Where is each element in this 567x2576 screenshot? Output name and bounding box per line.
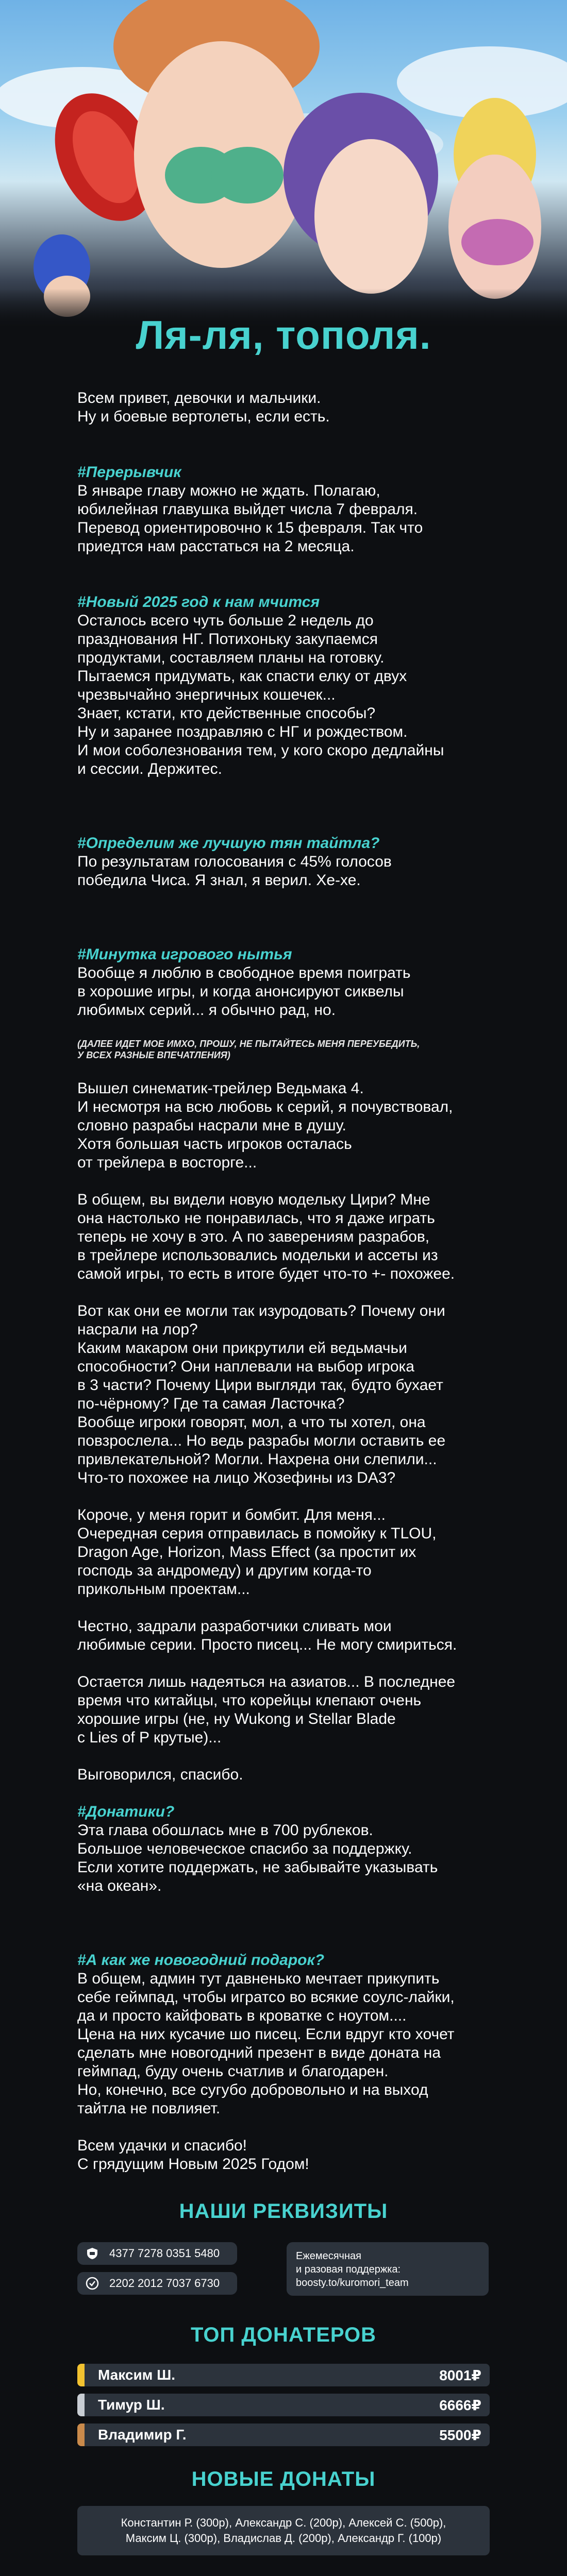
section-hashtag: #Определим же лучшую тян тайтла? <box>77 835 380 852</box>
card-number-text: 4377 7278 0351 5480 <box>109 2247 220 2260</box>
text-line: словно разрабы насрали мне в душу. <box>77 1117 346 1134</box>
boosty-line: и разовая поддержка: <box>296 2264 401 2275</box>
donor-amount: 8001₽ <box>439 2367 481 2383</box>
hero-artwork <box>0 0 567 330</box>
text-line: продуктами, составляем планы на готовку. <box>77 649 385 666</box>
text-line: теперь не хочу в это. А по заверениям разрабов, <box>77 1228 430 1245</box>
text-line: геймпад, буду очень счатлив и благодарен. <box>77 2063 389 2080</box>
text-line: да и просто кайфовать в кроватке с ноутом.... <box>77 2007 407 2024</box>
text-line: от трейлера в восторге... <box>77 1154 257 1171</box>
text-line: в трейлере использовались модельки и ассеты из <box>77 1247 438 1264</box>
text-line: победила Чиса. Я знал, я верил. Хе-хе. <box>77 872 361 889</box>
text-line: приедтся нам расстаться на 2 месяца. <box>77 538 355 555</box>
text-line: Ну и заранее поздравляю с НГ и рождеством. <box>77 723 408 740</box>
text-line: Вот как они ее могли так изуродовать? Почему они <box>77 1302 445 1319</box>
disclaimer-note: (ДАЛЕЕ ИДЕТ МОЕ ИМХО, ПРОШУ, НЕ ПЫТАЙТЕСЬ МЕНЯ ПЕРЕУБЕДИТЬ, <box>77 1039 420 1049</box>
disclaimer-note: У ВСЕХ РАЗНЫЕ ВПЕЧАТЛЕНИЯ) <box>77 1050 230 1060</box>
text-line: хорошие игры (не, ну Wukong и Stellar Blade <box>77 1710 396 1727</box>
card-number-1[interactable] <box>77 2242 237 2265</box>
text-line: Но, конечно, все сугубо добровольно и на выход <box>77 2081 428 2098</box>
gold-rank-stripe <box>77 2364 85 2386</box>
text-line: Вообще я люблю в свободное время поиграть <box>77 964 411 981</box>
donor-name: Владимир Г. <box>98 2427 187 2443</box>
text-line: Вышел синематик-трейлер Ведьмака 4. <box>77 1080 364 1097</box>
donor-amount: 6666₽ <box>439 2397 481 2413</box>
text-line: способности? Они наплевали на выбор игрока <box>77 1358 414 1375</box>
donor-name: Тимур Ш. <box>98 2397 165 2413</box>
text-line: себе геймпад, чтобы игратсо во всякие соулс-лайки, <box>77 1989 455 2006</box>
boosty-url: boosty.to/kuromori_team <box>296 2277 409 2289</box>
boosty-link[interactable] <box>287 2242 489 2296</box>
text-line: Очередная серия отправилась в помойку к TLOU, <box>77 1525 437 1542</box>
text-line: в 3 части? Почему Цири выгляди так, будто бухает <box>77 1377 443 1394</box>
text-line: «на океан». <box>77 1877 162 1894</box>
card-number-2[interactable] <box>77 2272 237 2295</box>
text-line: Dragon Age, Horizon, Mass Effect (за простит их <box>77 1544 416 1561</box>
text-line: Всем удачки и спасибо! <box>77 2137 247 2154</box>
text-line: привлекательной? Могли. Нахрена они слепили... <box>77 1451 437 1468</box>
hero-illustration <box>0 0 567 330</box>
text-line: господь за андромеду) и другим когда-то <box>77 1562 372 1579</box>
new-donations-list <box>77 2506 490 2555</box>
donor-name: Максим Ш. <box>98 2367 176 2383</box>
text-line: по-чёрному? Где та самая Ласточка? <box>77 1395 345 1412</box>
text-line: самой игры, то есть в итоге будет что-то +- похожее. <box>77 1265 455 1282</box>
donor-amount: 5500₽ <box>439 2427 481 2443</box>
text-line: повзрослела... Но ведь разрабы могли оставить ее <box>77 1432 446 1449</box>
text-line: Хотя большая часть игроков осталась <box>77 1136 352 1153</box>
text-line: Знает, кстати, кто действенные способы? <box>77 705 376 722</box>
section-hashtag: #Новый 2025 год к нам мчится <box>77 594 320 611</box>
intro-line: Ну и боевые вертолеты, если есть. <box>77 408 330 425</box>
text-line: прикольным проектам... <box>77 1581 250 1598</box>
text-line: Пытаемся придумать, как спасти елку от двух <box>77 668 407 685</box>
text-line: Честно, задрали разработчики сливать мои <box>77 1618 392 1635</box>
text-line: Что-то похожее на лицо Жозефины из DA3? <box>77 1469 396 1486</box>
text-line: тайтла не повлияет. <box>77 2100 221 2117</box>
page-title: Ля-ля, тополя. <box>136 312 431 358</box>
card-number-text: 2202 2012 7037 6730 <box>109 2277 220 2290</box>
text-line: и сессии. Держитес. <box>77 760 222 777</box>
text-line: И мои соболезнования тем, у кого скоро дедлайны <box>77 742 444 759</box>
text-line: Осталось всего чуть больше 2 недель до <box>77 612 374 629</box>
section-hashtag: #Донатики? <box>77 1803 175 1820</box>
donations-line: Максим Ц. (300р), Владислав Д. (200р), Александр Г. (100р) <box>125 2532 442 2545</box>
text-line: С грядущим Новым 2025 Годом! <box>77 2156 309 2173</box>
top-donors-heading: ТОП ДОНАТЕРОВ <box>190 2324 377 2346</box>
text-line: Остается лишь надеяться на азиатов... В последнее <box>77 1673 456 1690</box>
section-hashtag: #Перерывчик <box>77 464 181 481</box>
text-line: празднования НГ. Потихоньку закупаемся <box>77 631 378 648</box>
text-line: время что китайцы, что корейцы клепают очень <box>77 1692 422 1709</box>
shield-card-icon <box>85 2246 100 2261</box>
text-line: насрали на лор? <box>77 1321 198 1338</box>
donor-row-2 <box>77 2394 490 2416</box>
announcement-text <box>77 389 500 2174</box>
text-line: В общем, админ тут давненько мечтает прикупить <box>77 1970 440 1987</box>
new-donations-heading: НОВЫЕ ДОНАТЫ <box>191 2468 376 2490</box>
requisites-heading: НАШИ РЕКВИЗИТЫ <box>179 2200 388 2223</box>
text-line: она настолько не понравилась, что я даже играть <box>77 1210 435 1227</box>
text-line: с Lies of P крутые)... <box>77 1729 222 1746</box>
text-line: юбилейная главушка выйдет числа 7 февраля. <box>77 501 418 518</box>
text-line: Выговорился, спасибо. <box>77 1766 243 1783</box>
text-line: Вообще игроки говорят, мол, а что ты хотел, она <box>77 1414 426 1431</box>
text-line: сделать мне новогодний презент в виде доната на <box>77 2044 441 2061</box>
text-line: В январе главу можно не ждать. Полагаю, <box>77 482 380 499</box>
donor-row-1 <box>77 2364 490 2386</box>
text-line: любимые серии. Просто писец... Не могу смириться. <box>77 1636 457 1653</box>
text-line: Короче, у меня горит и бомбит. Для меня... <box>77 1506 386 1523</box>
text-line: чрезвычайно энергичных кошечек... <box>77 686 336 703</box>
boosty-line: Ежемесячная <box>296 2250 361 2262</box>
section-hashtag: #Минутка игрового нытья <box>77 946 292 963</box>
text-line: Цена на них кусачие шо писец. Если вдруг кто хочет <box>77 2026 455 2043</box>
silver-rank-stripe <box>77 2394 85 2416</box>
text-line: любимых серий... я обычно рад, но. <box>77 1002 336 1019</box>
text-line: И несмотря на всю любовь к серий, я почувствовал, <box>77 1098 453 1115</box>
text-line: Большое человеческое спасибо за поддержку. <box>77 1840 412 1857</box>
text-line: Если хотите поддержать, не забывайте указывать <box>77 1859 438 1876</box>
donations-line: Константин Р. (300р), Александр С. (200р), Алексей С. (500р), <box>121 2516 446 2529</box>
text-line: в хорошие игры, и когда анонсируют сиквелы <box>77 983 404 1000</box>
check-circle-icon <box>85 2276 100 2291</box>
intro-line: Всем привет, девочки и мальчики. <box>77 389 321 406</box>
text-line: По результатам голосования с 45% голосов <box>77 853 392 870</box>
text-line: Каким макаром они прикрутили ей ведьмачьи <box>77 1340 407 1357</box>
text-line: Перевод ориентировочно к 15 февраля. Так что <box>77 519 423 536</box>
donor-row-3 <box>77 2424 490 2446</box>
bronze-rank-stripe <box>77 2424 85 2446</box>
text-line: В общем, вы видели новую модельку Цири? Мне <box>77 1191 430 1208</box>
text-line: Эта глава обошлась мне в 700 рублеков. <box>77 1822 373 1839</box>
section-hashtag: #А как же новогодний подарок? <box>77 1952 325 1969</box>
